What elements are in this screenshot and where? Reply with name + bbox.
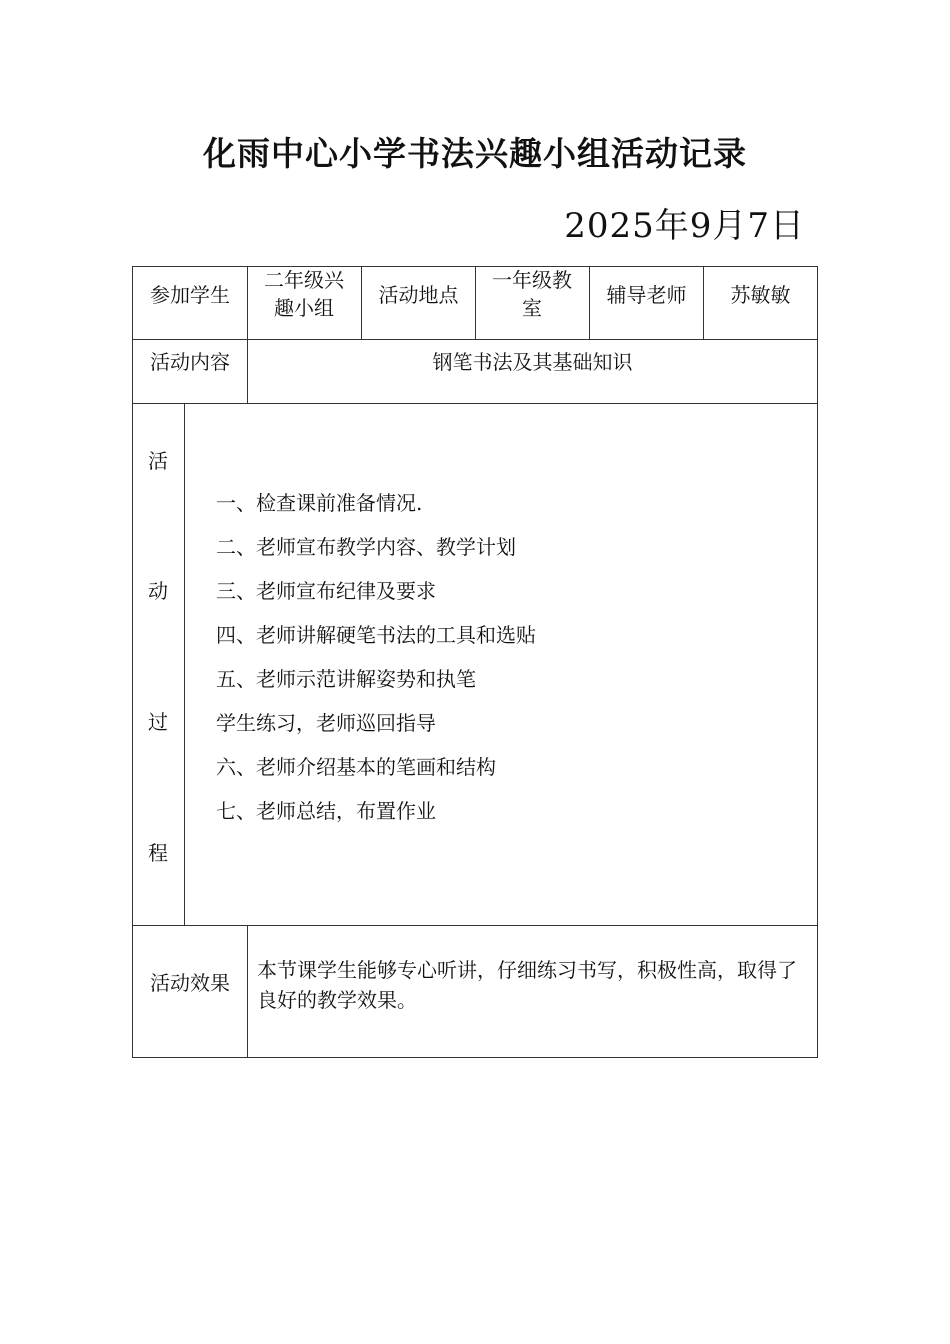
participants-label: 参加学生	[150, 283, 230, 307]
content-value: 钢笔书法及其基础知识	[432, 350, 633, 374]
document-date: 2025年9月7日	[564, 206, 805, 246]
content-label: 活动内容	[150, 350, 230, 374]
process-step: 五、老师示范讲解姿势和执笔	[216, 667, 476, 691]
process-label-char: 活	[148, 449, 168, 473]
row-divider	[132, 339, 818, 340]
col-divider	[247, 925, 248, 1058]
effect-label: 活动效果	[150, 971, 230, 995]
process-label-char: 动	[148, 579, 168, 603]
teacher-label: 辅导老师	[606, 283, 687, 307]
col-divider	[184, 403, 185, 925]
document-title: 化雨中心小学书法兴趣小组活动记录	[203, 134, 747, 173]
row-divider	[132, 403, 818, 404]
col-divider	[475, 266, 476, 339]
record-table	[132, 266, 818, 1058]
participants-value: 二年级兴趣小组	[264, 268, 344, 320]
location-label: 活动地点	[378, 283, 459, 307]
process-step: 七、老师总结，布置作业	[216, 799, 436, 823]
process-step: 四、老师讲解硬笔书法的工具和选贴	[216, 623, 536, 647]
process-label-char: 过	[148, 710, 168, 734]
process-step: 二、老师宣布教学内容、教学计划	[216, 535, 516, 559]
col-divider	[247, 266, 248, 339]
process-step: 一、检查课前准备情况.	[216, 491, 423, 515]
process-step: 三、老师宣布纪律及要求	[216, 579, 436, 603]
teacher-value: 苏敏敏	[730, 283, 791, 307]
process-label-char: 程	[148, 841, 168, 865]
location-value: 一年级教室	[492, 268, 572, 320]
effect-value: 本节课学生能够专心听讲，仔细练习书写，积极性高，取得了良好的教学效果。	[257, 958, 797, 1012]
process-step: 学生练习，老师巡回指导	[216, 711, 436, 735]
row-divider	[132, 925, 818, 926]
process-step: 六、老师介绍基本的笔画和结构	[216, 755, 496, 779]
